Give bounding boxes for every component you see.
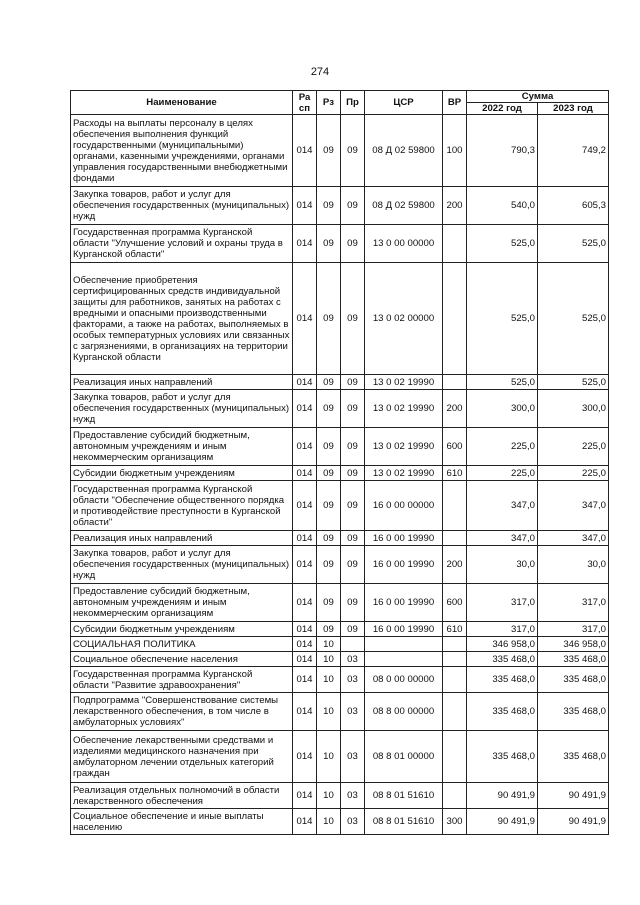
cell-csr: 13 0 02 00000 [365,263,443,375]
cell-vr [443,481,467,531]
cell-rz: 09 [317,546,341,584]
cell-rz: 10 [317,693,341,731]
cell-csr: 16 0 00 19990 [365,584,443,622]
cell-rz: 09 [317,390,341,428]
cell-pr: 03 [341,667,365,693]
cell-ra: 014 [293,187,317,225]
table-row [71,481,609,531]
cell-y2022: 790,3 [467,115,538,187]
table-row [71,584,609,622]
cell-vr [443,652,467,667]
table-row [71,667,609,693]
cell-pr: 09 [341,263,365,375]
cell-y2023: 225,0 [538,428,609,466]
cell-rz: 10 [317,637,341,652]
table-row [71,390,609,428]
cell-ra: 014 [293,809,317,835]
cell-y2022: 30,0 [467,546,538,584]
cell-csr: 16 0 00 19990 [365,622,443,637]
cell-pr: 09 [341,466,365,481]
cell-ra: 014 [293,375,317,390]
cell-y2022: 90 491,9 [467,809,538,835]
cell-csr: 13 0 02 19990 [365,428,443,466]
cell-csr: 16 0 00 19990 [365,546,443,584]
cell-y2023: 347,0 [538,531,609,546]
cell-name: Социальное обеспечение и иные выплаты населению [71,809,293,835]
cell-pr [341,637,365,652]
cell-rz: 09 [317,263,341,375]
cell-name: Государственная программа Курганской области "Улучшение условий и охраны труда в Курганской области" [71,225,293,263]
cell-name: Обеспечение приобретения сертифицированных средств индивидуальной защиты для работников, занятых на работах с вредными и опасными производственными факторами, а также на работах, выполняемых в особых температурных условиях или связанных с загрязнениями, в организациях на территории Курганской области [71,263,293,375]
cell-ra: 014 [293,584,317,622]
cell-ra: 014 [293,637,317,652]
cell-y2022: 300,0 [467,390,538,428]
cell-rz: 09 [317,375,341,390]
cell-rz: 10 [317,731,341,783]
cell-rz: 09 [317,115,341,187]
cell-csr: 08 Д 02 59800 [365,115,443,187]
cell-name: Государственная программа Курганской области "Обеспечение общественного порядка и противодействие преступности в Курганской области" [71,481,293,531]
cell-csr: 08 0 00 00000 [365,667,443,693]
cell-name: Субсидии бюджетным учреждениям [71,622,293,637]
cell-ra: 014 [293,481,317,531]
cell-ra: 014 [293,428,317,466]
cell-name: Закупка товаров, работ и услуг для обеспечения государственных (муниципальных) нужд [71,546,293,584]
cell-rz: 09 [317,481,341,531]
cell-name: Субсидии бюджетным учреждениям [71,466,293,481]
cell-y2022: 335 468,0 [467,652,538,667]
cell-pr: 09 [341,225,365,263]
table-row [71,622,609,637]
cell-rz: 10 [317,667,341,693]
table-row [71,466,609,481]
cell-y2022: 335 468,0 [467,667,538,693]
cell-ra: 014 [293,731,317,783]
cell-y2023: 30,0 [538,546,609,584]
cell-name: Социальное обеспечение населения [71,652,293,667]
cell-y2023: 225,0 [538,466,609,481]
header-2022: 2022 год [467,103,538,115]
cell-y2022: 335 468,0 [467,693,538,731]
header-sum: Сумма [467,91,609,103]
cell-y2023: 317,0 [538,584,609,622]
cell-pr: 09 [341,375,365,390]
cell-rz: 10 [317,809,341,835]
cell-ra: 014 [293,263,317,375]
cell-y2022: 347,0 [467,531,538,546]
cell-y2023: 605,3 [538,187,609,225]
cell-vr: 100 [443,115,467,187]
cell-rz: 09 [317,622,341,637]
cell-y2023: 525,0 [538,263,609,375]
cell-y2023: 346 958,0 [538,637,609,652]
cell-y2022: 347,0 [467,481,538,531]
cell-y2022: 525,0 [467,375,538,390]
cell-csr: 16 0 00 00000 [365,481,443,531]
page-number: 274 [310,66,330,78]
cell-ra: 014 [293,622,317,637]
cell-y2022: 317,0 [467,584,538,622]
cell-name: Реализация отдельных полномочий в области лекарственного обеспечения [71,783,293,809]
cell-name: Государственная программа Курганской области "Развитие здравоохранения" [71,667,293,693]
table-row [71,531,609,546]
header-name: Наименование [71,91,293,115]
header-ra: Ра сп [293,91,317,115]
cell-pr: 09 [341,622,365,637]
cell-pr: 03 [341,783,365,809]
cell-csr [365,637,443,652]
cell-y2023: 335 468,0 [538,652,609,667]
budget-table [70,90,609,835]
cell-vr [443,667,467,693]
header-rz: Рз [317,91,341,115]
cell-pr: 09 [341,546,365,584]
table-row [71,731,609,783]
cell-y2022: 525,0 [467,225,538,263]
cell-ra: 014 [293,466,317,481]
cell-csr: 08 8 01 00000 [365,731,443,783]
cell-y2022: 225,0 [467,428,538,466]
cell-ra: 014 [293,652,317,667]
cell-y2023: 317,0 [538,622,609,637]
cell-ra: 014 [293,667,317,693]
cell-vr [443,783,467,809]
cell-vr: 610 [443,466,467,481]
cell-csr: 13 0 02 19990 [365,375,443,390]
cell-vr [443,375,467,390]
cell-y2022: 540,0 [467,187,538,225]
cell-y2022: 317,0 [467,622,538,637]
cell-vr [443,637,467,652]
cell-name: Подпрограмма "Совершенствование системы лекарственного обеспечения, в том числе в амбулаторных условиях" [71,693,293,731]
table-row [71,783,609,809]
table-body [71,115,609,835]
cell-ra: 014 [293,783,317,809]
cell-csr: 13 0 02 19990 [365,390,443,428]
cell-name: Расходы на выплаты персоналу в целях обеспечения выполнения функций государственными (муниципальными) органами, казенными учреждениями, органами управления государственными внебюджетными фондами [71,115,293,187]
cell-name: Реализация иных направлений [71,375,293,390]
cell-y2022: 346 958,0 [467,637,538,652]
cell-csr: 16 0 00 19990 [365,531,443,546]
cell-ra: 014 [293,115,317,187]
header-2023: 2023 год [538,103,609,115]
cell-ra: 014 [293,225,317,263]
cell-y2023: 335 468,0 [538,693,609,731]
cell-name: Предоставление субсидий бюджетным, автономным учреждениям и иным некоммерческим организациям [71,428,293,466]
cell-ra: 014 [293,390,317,428]
cell-rz: 09 [317,466,341,481]
cell-y2023: 525,0 [538,375,609,390]
table-row [71,652,609,667]
cell-pr: 03 [341,693,365,731]
header-csr: ЦСР [365,91,443,115]
cell-vr [443,693,467,731]
cell-y2022: 90 491,9 [467,783,538,809]
cell-vr [443,263,467,375]
cell-vr: 200 [443,546,467,584]
cell-vr [443,731,467,783]
table-row [71,693,609,731]
cell-y2022: 225,0 [467,466,538,481]
cell-vr: 600 [443,428,467,466]
cell-pr: 09 [341,390,365,428]
cell-rz: 09 [317,225,341,263]
cell-y2022: 335 468,0 [467,731,538,783]
cell-y2023: 347,0 [538,481,609,531]
cell-y2023: 335 468,0 [538,667,609,693]
table-row [71,375,609,390]
cell-name: Реализация иных направлений [71,531,293,546]
cell-csr: 08 Д 02 59800 [365,187,443,225]
table-row [71,809,609,835]
table-row [71,115,609,187]
cell-y2022: 525,0 [467,263,538,375]
table-row [71,428,609,466]
cell-vr: 300 [443,809,467,835]
header-vr: ВР [443,91,467,115]
cell-csr: 13 0 02 19990 [365,466,443,481]
cell-pr: 09 [341,428,365,466]
cell-pr: 09 [341,115,365,187]
header-pr: Пр [341,91,365,115]
cell-rz: 09 [317,584,341,622]
cell-pr: 03 [341,809,365,835]
cell-rz: 09 [317,531,341,546]
cell-pr: 09 [341,584,365,622]
cell-rz: 09 [317,187,341,225]
cell-name: Закупка товаров, работ и услуг для обеспечения государственных (муниципальных) нужд [71,390,293,428]
cell-name: Предоставление субсидий бюджетным, автономным учреждениям и иным некоммерческим организациям [71,584,293,622]
cell-pr: 09 [341,187,365,225]
cell-vr [443,531,467,546]
cell-vr: 610 [443,622,467,637]
cell-pr: 09 [341,531,365,546]
cell-y2023: 525,0 [538,225,609,263]
cell-y2023: 749,2 [538,115,609,187]
cell-name: Обеспечение лекарственными средствами и изделиями медицинского назначения при амбулаторном лечении отдельных категорий граждан [71,731,293,783]
cell-csr: 08 8 01 51610 [365,809,443,835]
cell-y2023: 335 468,0 [538,731,609,783]
cell-rz: 10 [317,652,341,667]
cell-csr: 08 8 01 51610 [365,783,443,809]
cell-ra: 014 [293,531,317,546]
cell-vr: 200 [443,187,467,225]
cell-csr: 08 8 00 00000 [365,693,443,731]
cell-rz: 09 [317,428,341,466]
cell-csr: 13 0 00 00000 [365,225,443,263]
cell-vr: 200 [443,390,467,428]
table-row [71,225,609,263]
table-row [71,187,609,225]
table-row [71,263,609,375]
cell-pr: 03 [341,652,365,667]
cell-vr [443,225,467,263]
cell-name: СОЦИАЛЬНАЯ ПОЛИТИКА [71,637,293,652]
table-row [71,637,609,652]
cell-vr: 600 [443,584,467,622]
cell-ra: 014 [293,693,317,731]
cell-y2023: 300,0 [538,390,609,428]
cell-pr: 09 [341,481,365,531]
table-row [71,546,609,584]
cell-rz: 10 [317,783,341,809]
cell-csr [365,652,443,667]
cell-pr: 03 [341,731,365,783]
cell-y2023: 90 491,9 [538,809,609,835]
cell-y2023: 90 491,9 [538,783,609,809]
cell-name: Закупка товаров, работ и услуг для обеспечения государственных (муниципальных) нужд [71,187,293,225]
cell-ra: 014 [293,546,317,584]
